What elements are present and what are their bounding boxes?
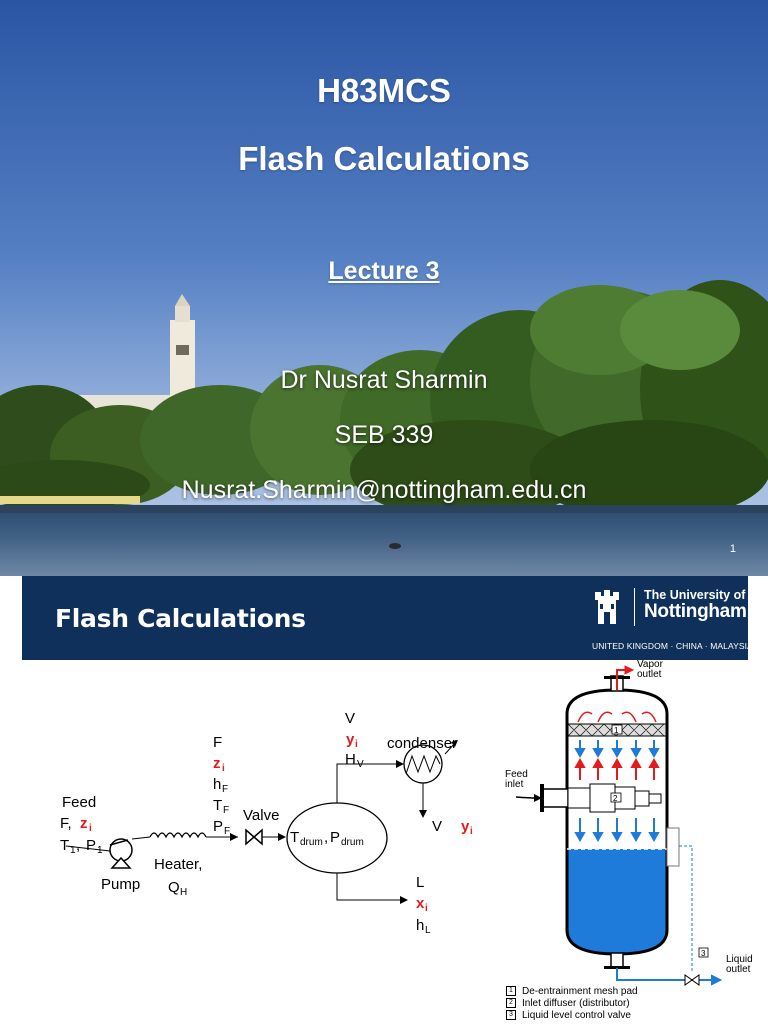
- label-feed-inlet: Feed inlet: [505, 769, 528, 790]
- legend-item-2: [506, 998, 630, 1009]
- office-room: SEB 339: [334, 421, 434, 449]
- label-h: h: [213, 776, 222, 793]
- slide-heading: Flash Calculations: [55, 604, 306, 633]
- university-logo: [588, 586, 763, 656]
- svg-text:,: ,: [324, 829, 329, 846]
- legend-box-1: 1: [506, 986, 516, 996]
- label-feed-T1: T: [60, 837, 70, 854]
- label-feed-z: z: [80, 815, 88, 832]
- svg-text:1: 1: [70, 845, 76, 856]
- label-drum-T: T: [290, 829, 300, 846]
- label-V-out: V: [432, 818, 443, 835]
- label-condenser: condenser: [387, 735, 458, 752]
- legend-item-3: [506, 1010, 631, 1021]
- label-drum-P: P: [330, 829, 341, 846]
- svg-text:i: i: [355, 739, 358, 750]
- label-valve: Valve: [243, 807, 280, 824]
- header-bar: [22, 576, 753, 660]
- svg-text:,: ,: [76, 837, 81, 854]
- castle-crest-icon: [588, 586, 632, 630]
- svg-text:i: i: [470, 826, 473, 837]
- label-feed: Feed: [62, 794, 97, 811]
- flash-process-diagram: [0, 660, 768, 1024]
- valve-icon: [246, 830, 262, 844]
- label-y: y: [346, 731, 355, 748]
- label-y-out: y: [461, 818, 470, 835]
- svg-text:V: V: [357, 759, 364, 770]
- logo-line-3: UNITED KINGDOM · CHINA · MALAYSIA: [592, 641, 753, 651]
- legend-label-1: De-entrainment mesh pad: [522, 986, 638, 997]
- svg-text:H: H: [180, 887, 188, 898]
- label-T: T: [213, 797, 223, 814]
- pump-icon: [110, 839, 132, 868]
- vapor-flow-arrows: [576, 666, 658, 780]
- label-x: x: [416, 895, 425, 912]
- label-vapor-outlet: Vapor outlet: [637, 660, 663, 680]
- logo-line-2: Nottingham: [644, 601, 747, 622]
- svg-text:F: F: [223, 805, 230, 816]
- legend-label-2: Inlet diffuser (distributor): [522, 998, 630, 1009]
- legend-item-1: [506, 986, 638, 997]
- label-heater: Heater,: [154, 856, 203, 873]
- svg-text:i: i: [222, 763, 225, 774]
- svg-text:L: L: [425, 925, 431, 936]
- slide-title: Flash Calculations: [238, 140, 530, 177]
- logo-line-1: The University of: [644, 588, 746, 602]
- label-feed-F: F,: [60, 815, 72, 832]
- lecture-number: Lecture 3: [328, 257, 440, 285]
- label-V: V: [345, 710, 356, 727]
- label-z: z: [213, 755, 221, 772]
- label-L: L: [416, 874, 425, 891]
- label-liquid-outlet: Liquid outlet: [726, 954, 753, 975]
- svg-text:F: F: [222, 784, 229, 795]
- svg-text:3: 3: [701, 949, 706, 958]
- separator-vessel: [540, 676, 679, 969]
- svg-text:i: i: [425, 903, 428, 914]
- svg-text:F: F: [224, 826, 231, 837]
- svg-text:drum: drum: [300, 837, 323, 848]
- course-code: H83MCS: [317, 72, 451, 109]
- level-control-valve-icon: [679, 846, 708, 985]
- lecturer-name: Dr Nusrat Sharmin: [280, 366, 488, 394]
- page-number: 1: [729, 543, 736, 555]
- svg-text:1: 1: [97, 845, 103, 856]
- logo-divider: [634, 588, 635, 626]
- label-heater-Q: Q: [168, 879, 180, 896]
- label-feed-P1: P: [86, 837, 97, 854]
- label-pump: Pump: [101, 876, 141, 893]
- label-P: P: [213, 818, 224, 835]
- svg-text:drum: drum: [341, 837, 364, 848]
- svg-text:i: i: [89, 823, 92, 834]
- lecturer-email: Nusrat.Sharmin@nottingham.edu.cn: [181, 476, 587, 504]
- legend-box-2: 2: [506, 998, 516, 1008]
- svg-text:2: 2: [613, 794, 618, 803]
- legend-box-3: 3: [506, 1010, 516, 1020]
- label-F: F: [213, 734, 223, 751]
- label-hL: h: [416, 917, 425, 934]
- flash-calculations-slide: [0, 576, 768, 1024]
- label-H: H: [345, 751, 356, 768]
- heater-coil-icon: [150, 833, 206, 837]
- legend-label-3: Liquid level control valve: [522, 1010, 631, 1021]
- svg-text:1: 1: [614, 726, 619, 735]
